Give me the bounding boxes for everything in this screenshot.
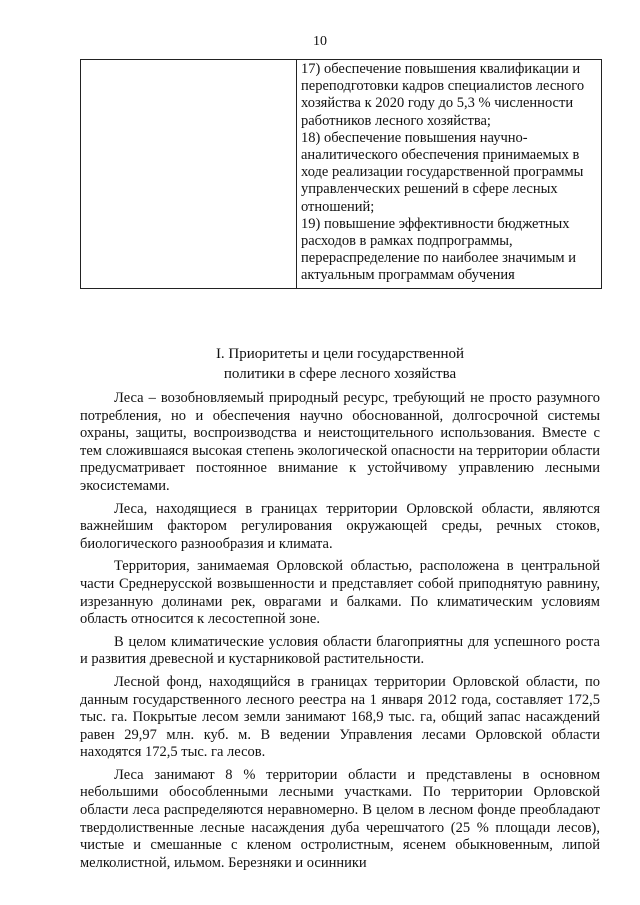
paragraph: Леса – возобновляемый природный ресурс, требующий не просто разумного потребления, но и обеспечения научно обоснованной, долгосрочной системы охраны, защиты, воспроизводства и неистощительного использования. Вместе с тем сложившаяся высокая степень экологической опасности на территории области предусматривает постоянное внимание к устойчивому управлению лесными экосистемами. — [80, 390, 600, 494]
table-item-19: 19) повышение эффективности бюджетных расходов в рамках подпрограммы, перераспределение по наиболее значимым и актуальным программам обучения — [301, 215, 576, 284]
section-heading — [80, 344, 600, 384]
paragraph: Леса занимают 8 % территории области и представлены в основном небольшими обособленными лесными участками. По территории Орловской области леса распределяются неравномерно. В целом в лесном фонде преобладают твердолиственные лесные насаждения дуба черешчатого (25 % площади лесов), чистые и смешанные с кленом остролистным, ясенем обыкновенным, липой мелколистной, ильмом. Березняки и осинники — [80, 766, 600, 871]
page-number: 10 — [313, 34, 327, 49]
table-item-18: 18) обеспечение повышения научно-аналитического обеспечения принимаемых в ходе реализации государственной программы управленческих решений в сфере лесных отношений; — [301, 129, 584, 215]
section-heading-line2: политики в сфере лесного хозяйства — [223, 366, 457, 382]
table-cell-left — [81, 60, 297, 289]
paragraph: Территория, занимаемая Орловской областью, расположена в центральной части Среднерусской возвышенности и представляет собой приподнятую равнину, изрезанную долинами рек, оврагами и балками. По климатическим условиям область относится к лесостепной зоне. — [80, 558, 600, 628]
paragraph: Лесной фонд, находящийся в границах территории Орловской области, по данным государственного лесного реестра на 1 января 2012 года, составляет 172,5 тыс. га. Покрытые лесом земли занимают 168,9 тыс. га, общий запас насаждений равен 29,97 млн. куб. м. В ведении Управления лесами Орловской области находятся 172,5 тыс. га лесов. — [80, 673, 600, 761]
section-heading-line1: I. Приоритеты и цели государственной — [215, 346, 465, 362]
body-text — [80, 390, 600, 877]
table-row — [81, 60, 602, 289]
paragraph: Леса, находящиеся в границах территории Орловской области, являются важнейшим фактором регулирования окружающей среды, речных стоков, биологического разнообразия и климата. — [80, 500, 600, 552]
table-cell-right — [297, 60, 602, 289]
goals-table — [80, 59, 602, 289]
table-item-17: 17) обеспечение повышения квалификации и переподготовки кадров специалистов лесного хозяйства к 2020 году до 5,3 % численности работников лесного хозяйства; — [301, 61, 585, 129]
paragraph: В целом климатические условия области благоприятны для успешного роста и развития древесной и кустарниковой растительности. — [80, 633, 600, 668]
